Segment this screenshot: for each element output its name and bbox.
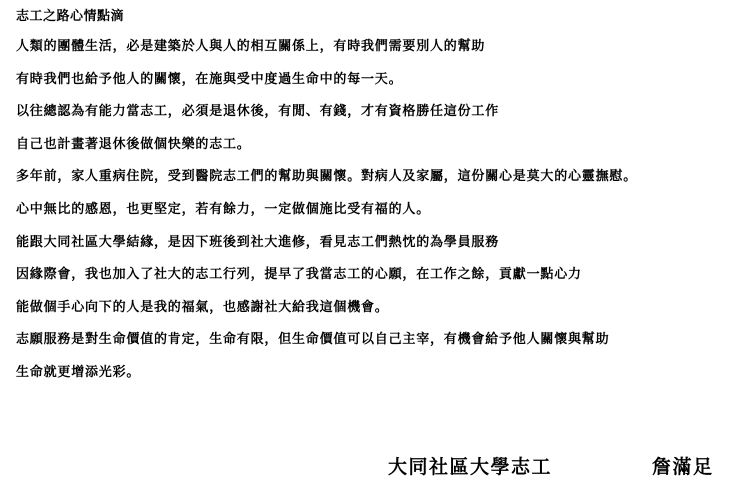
document-title: 志工之路心情點滴 [16,9,125,24]
body-line: 以往總認為有能力當志工，必須是退休後，有閒、有錢，才有資格勝任這份工作 [16,104,500,120]
body-line: 能跟大同社區大學結緣，是因下班後到社大進修，看見志工們熱忱的為學員服務 [16,234,500,250]
body-line: 志願服務是對生命價值的肯定，生命有限，但生命價值可以自己主宰，有機會給予他人關懷與幫助 [16,332,610,348]
body-line: 多年前，家人重病住院，受到醫院志工們的幫助與關懷。對病人及家屬，這份關心是莫大的心靈撫慰。 [16,169,638,185]
body-line: 人類的團體生活，必是建築於人與人的相互關係上，有時我們需要別人的幫助 [16,39,486,54]
body-text [16,37,736,396]
body-line: 因緣際會，我也加入了社大的志工行列，提早了我當志工的心願，在工作之餘，貢獻一點心力 [16,267,582,283]
author-name: 詹滿足 [652,456,714,478]
body-line: 自己也計畫著退休後做個快樂的志工。 [16,136,251,152]
body-line: 有時我們也給予他人的關懷，在施與受中度過生命中的每一天。 [16,71,403,87]
body-line: 心中無比的感恩，也更堅定，若有餘力，一定做個施比受有福的人。 [16,201,431,217]
body-line: 能做個手心向下的人是我的福氣，也感謝社大給我這個機會。 [16,299,389,315]
body-line: 生命就更增添光彩。 [16,364,141,380]
author-organization: 大同社區大學志工 [388,456,553,478]
